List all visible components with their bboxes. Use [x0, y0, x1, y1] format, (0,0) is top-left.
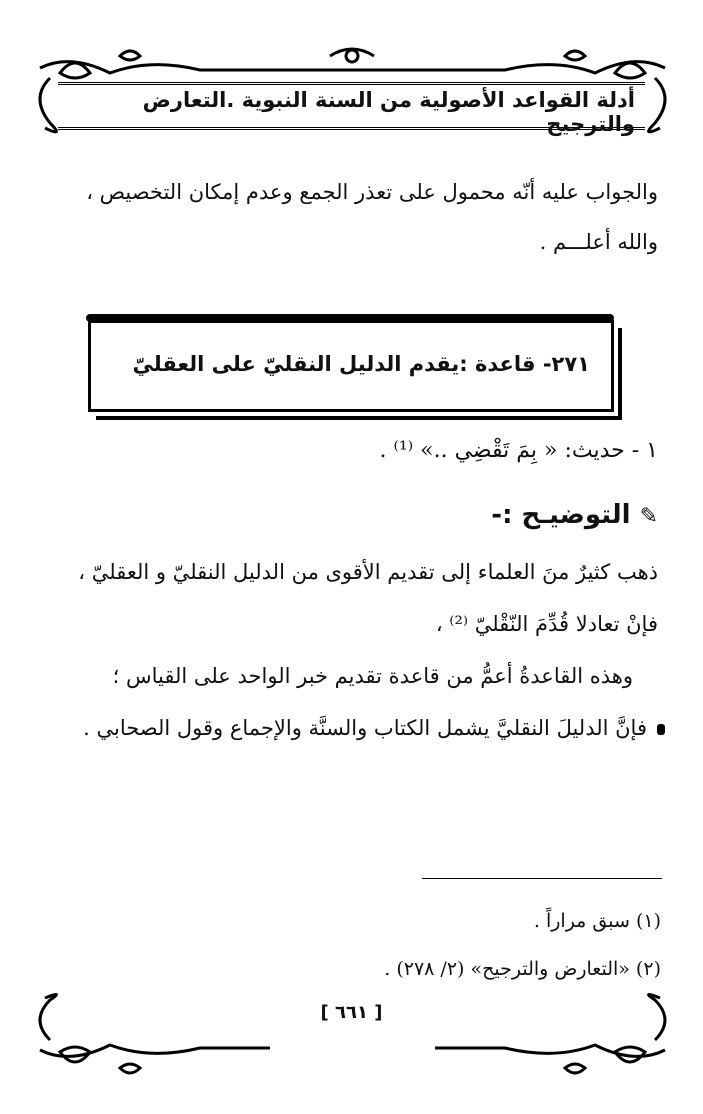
lamp-icon: ✎: [639, 504, 658, 529]
hadith-line: ١ - حديث: « بِمَ تَقْضِي ..» ⁽¹⁾ .: [379, 438, 658, 463]
footnote-divider: [422, 878, 662, 879]
footnote-2: (٢) «التعارض والترجيح» (٢/ ٢٧٨) .: [384, 958, 661, 980]
footnote-1: (١) سبق مراراً .: [533, 910, 661, 932]
section-heading-text: التوضيـح :-: [491, 500, 631, 530]
paragraph-line: ذهب كثيرٌ منَ العلماء إلى تقديم الأقوى من الدليل النقليّ و العقليّ ،: [78, 560, 658, 584]
section-heading: [491, 500, 658, 530]
paragraph-line: والجواب عليه أنّه محمول على تعذر الجمع وعدم إمكان التخصيص ،: [86, 180, 658, 204]
paragraph-line: وهذه القاعدةُ أعمُّ من قاعدة تقديم خبر الواحد على القياس ؛: [112, 664, 633, 688]
bullet-icon: [657, 724, 665, 735]
bullet-text: فإنَّ الدليلَ النقليَّ يشمل الكتاب والسنَّة والإجماع وقول الصحابي .: [83, 716, 647, 740]
page-number: [ ٦٦١ ]: [320, 1002, 383, 1023]
paragraph-line: فإنْ تعادلا قُدِّمَ النّقْليّ ⁽²⁾ ،: [435, 612, 658, 636]
rule-title: ٢٧١- قاعدة :يقدم الدليل النقليّ على العقليّ: [132, 352, 590, 376]
paragraph-line: والله أعلـــم .: [539, 230, 658, 254]
bullet-line: [83, 716, 665, 740]
running-header: أدلة القواعد الأصولية من السنة النبوية .التعارض والترجيح: [142, 88, 635, 136]
